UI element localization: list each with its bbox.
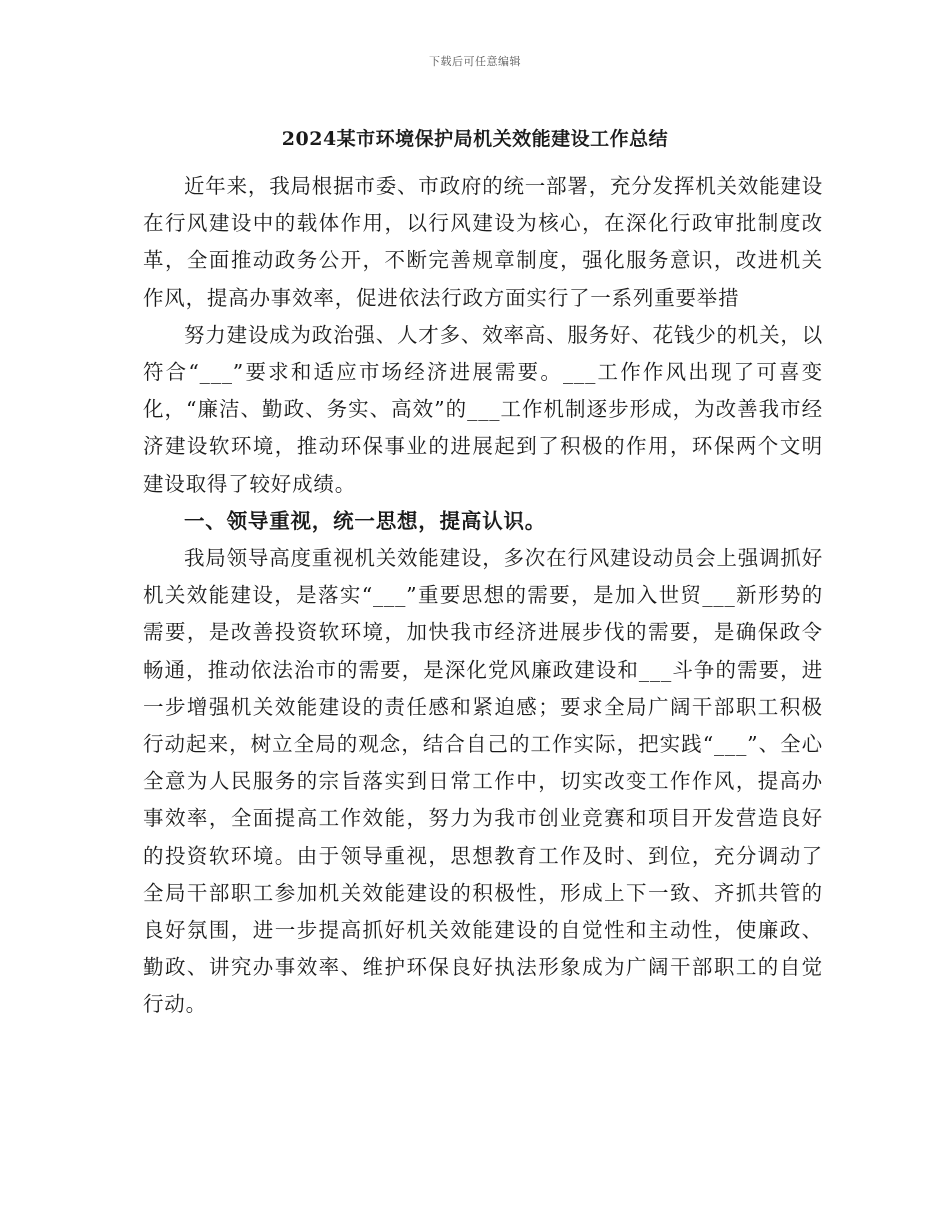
paragraph-intro: 近年来，我局根据市委、市政府的统一部署，充分发挥机关效能建设在行风建设中的载体作用，以行风建设为核心，在深化行政审批制度改革，全面推动政务公开，不断完善规章制度，强化服务意识，改进机关作风，提高办事效率，促进依法行政方面实行了一系列重要举措 (143, 174, 823, 310)
document-body (143, 168, 823, 1024)
section-heading: 一、领导重视，统一思想，提高认识。 (184, 508, 547, 533)
paragraph-leadership: 我局领导高度重视机关效能建设，多次在行风建设动员会上强调抓好机关效能建设，是落实“___”重要思想的需要，是加入世贸___新形势的需要，是改善投资软环境，加快我市经济进展步伐的需要，是确保政令畅通，推动依法治市的需要，是深化党风廉政建设和___斗争的需要，进一步增强机关效能建设的责任感和紧迫感；要求全局广阔干部职工积极行动起来，树立全局的观念，结合自己的工作实际，把实践“___”、全心全意为人民服务的宗旨落实到日常工作中，切实改变工作作风，提高办事效率，全面提高工作效能，努力为我市创业竞赛和项目开发营造良好的投资软环境。由于领导重视，思想教育工作及时、到位，充分调动了全局干部职工参加机关效能建设的积极性，形成上下一致、齐抓共管的良好氛围，进一步提高抓好机关效能建设的自觉性和主动性，使廉政、勤政、讲究办事效率、维护环保良好执法形象成为广阔干部职工的自觉行动。 (143, 546, 823, 1017)
document-title: 2024某市环境保护局机关效能建设工作总结 (281, 128, 669, 150)
paragraph-goals: 努力建设成为政治强、人才多、效率高、服务好、花钱少的机关，以符合“___”要求和适应市场经济进展需要。___工作作风出现了可喜变化，“廉洁、勤政、务实、高效”的___工作机制逐步形成，为改善我市经济建设软环境，推动环保事业的进展起到了积极的作用，环保两个文明建设取得了较好成绩。 (143, 322, 823, 496)
header-note: 下载后可任意编辑 (429, 55, 521, 68)
